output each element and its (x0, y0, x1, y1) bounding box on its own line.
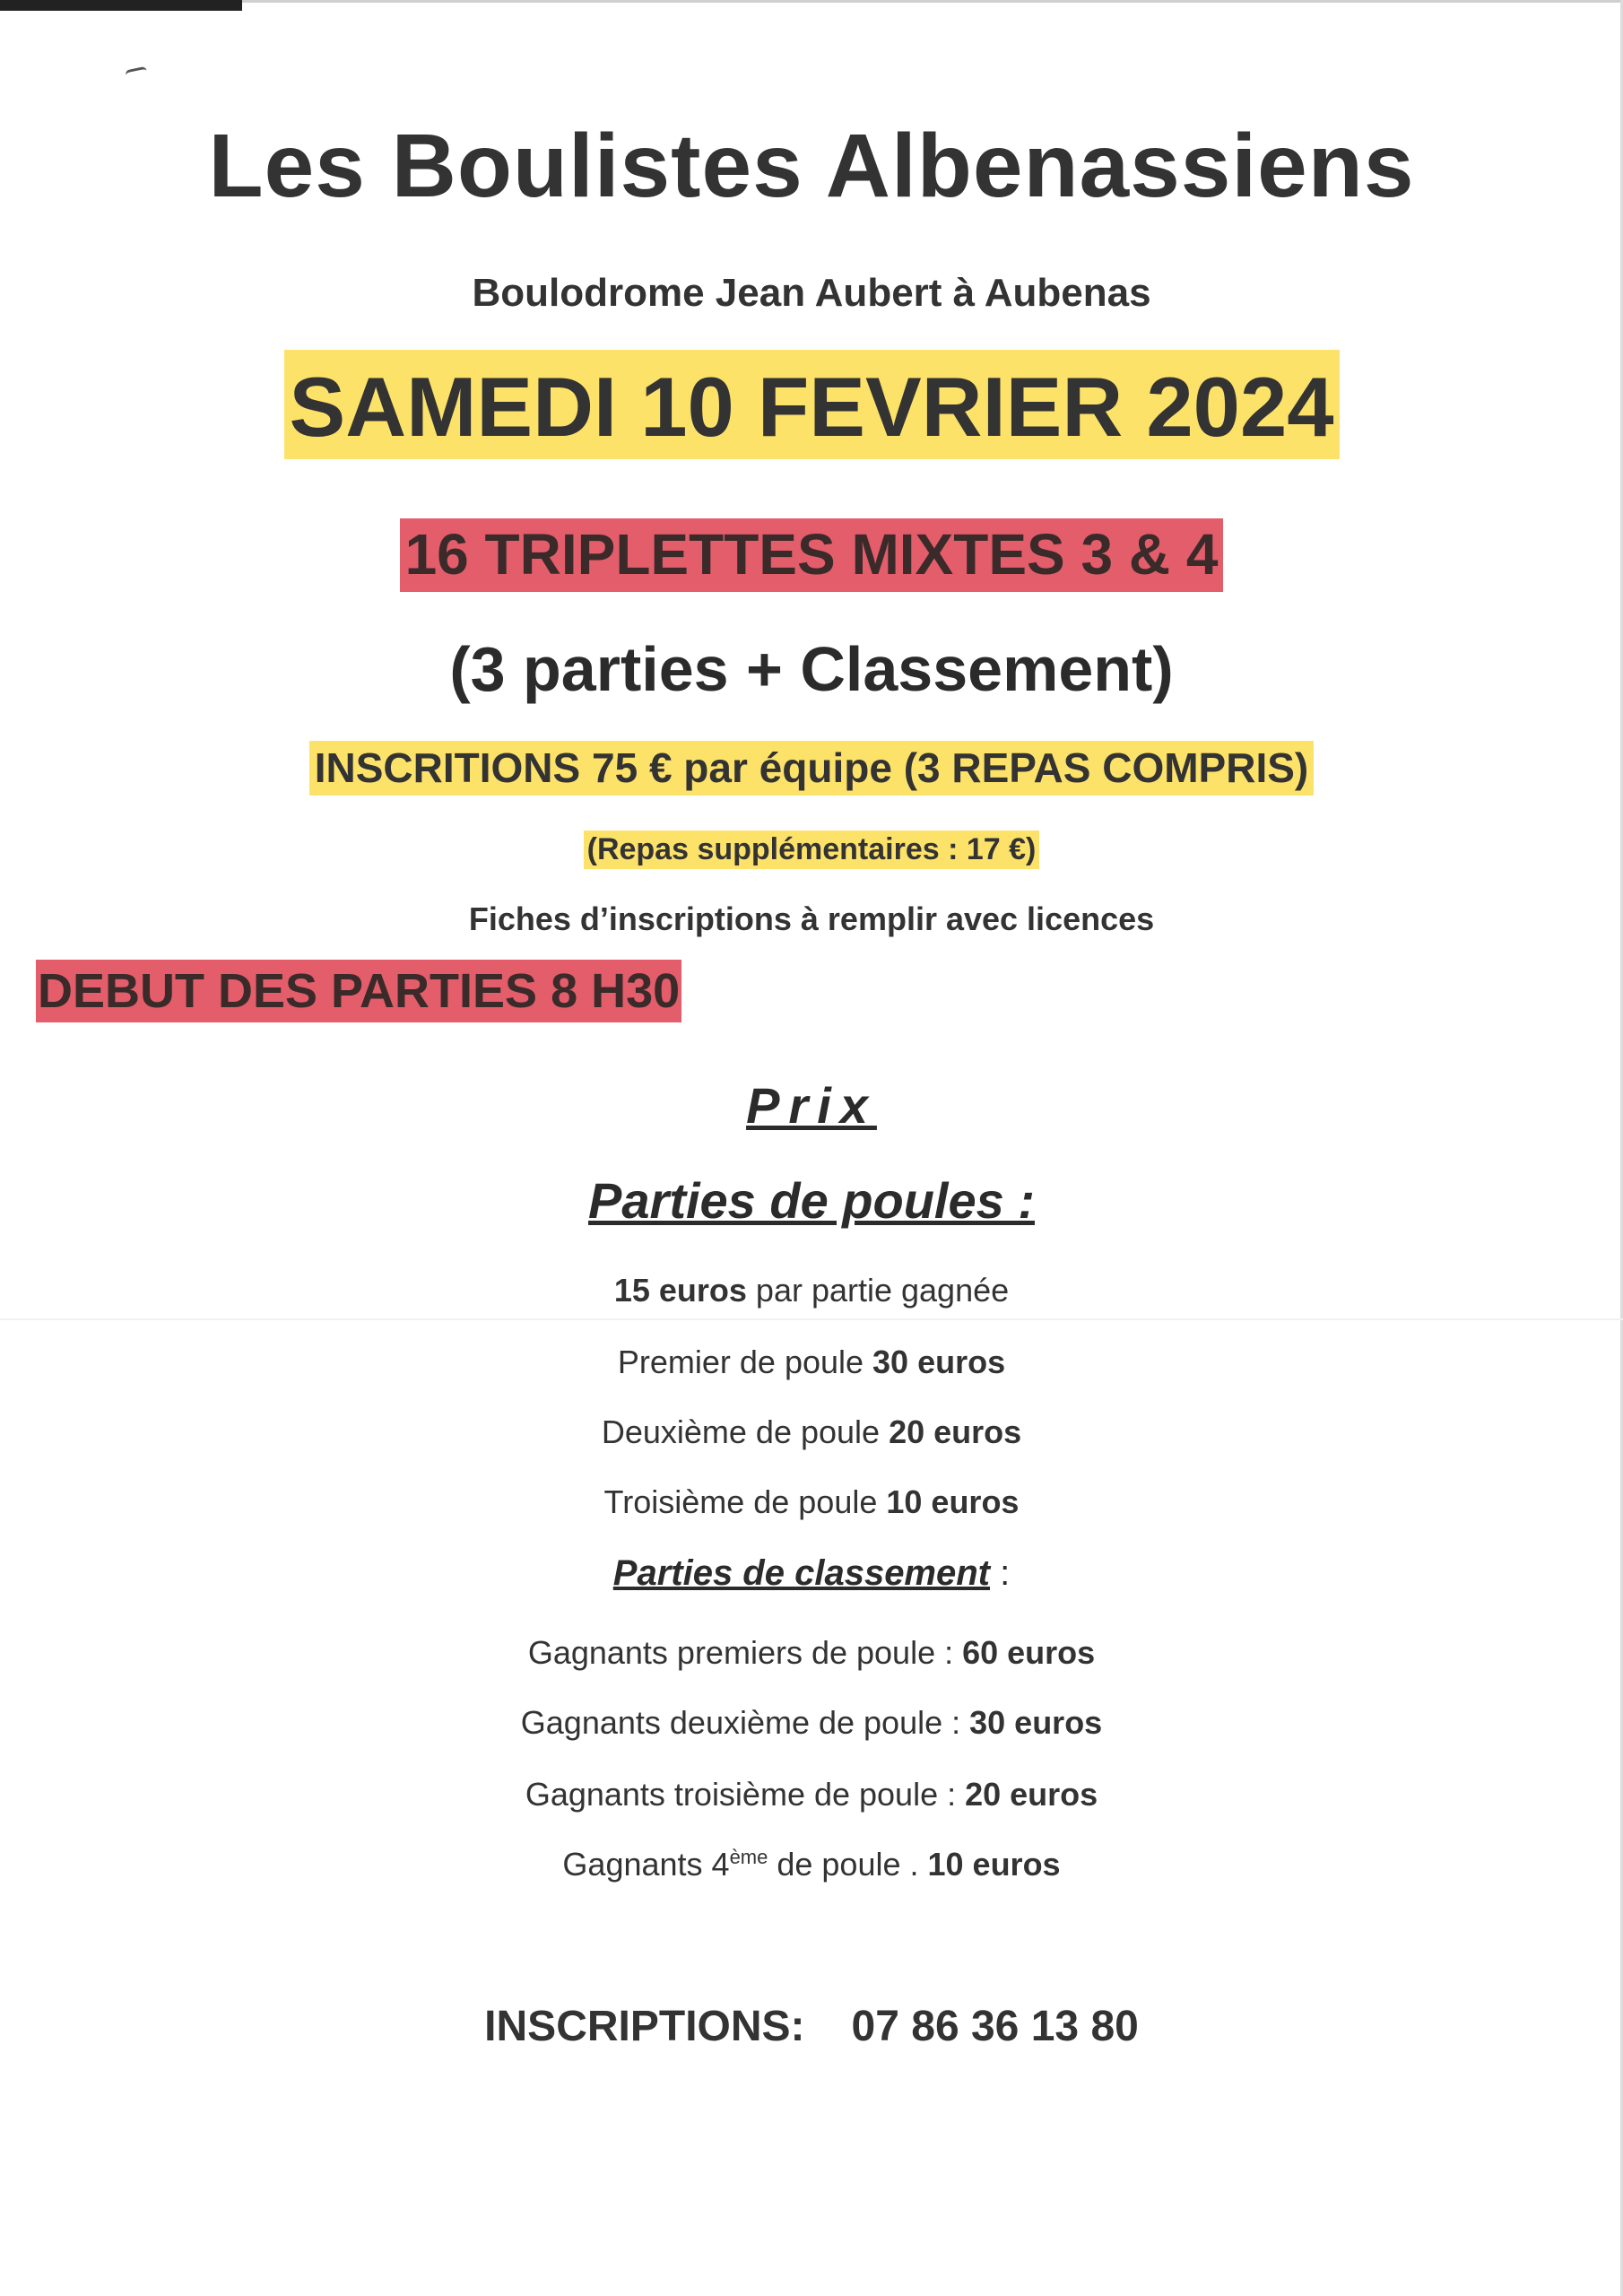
event-date: SAMEDI 10 FEVRIER 2024 (284, 350, 1340, 459)
ranking-heading-colon: : (990, 1553, 1011, 1593)
ranking-prize-item (0, 1846, 1623, 1883)
start-time-row (36, 960, 681, 1022)
ranking-prize-text: de poule . (768, 1846, 928, 1883)
venue: Boulodrome Jean Aubert à Aubenas (472, 271, 1151, 315)
ranking-prize-item (0, 1634, 1623, 1672)
ranking-prize-item (0, 1704, 1623, 1742)
ranking-prize-item (0, 1776, 1623, 1813)
ranking-prize-amount: 30 euros (969, 1704, 1103, 1741)
start-time: DEBUT DES PARTIES 8 H30 (36, 960, 681, 1022)
ranking-prize-amount: 60 euros (962, 1634, 1096, 1671)
contact-label: INSCRIPTIONS: (484, 2003, 805, 2050)
scan-edge-line (242, 0, 1623, 3)
extra-meals-row (0, 831, 1623, 869)
fold-line (0, 1318, 1623, 1320)
ranking-prize-text: Gagnants troisième de poule : (525, 1776, 966, 1813)
pool-prize-text: Troisième de poule (603, 1483, 887, 1520)
pool-prize-text: par partie gagnée (746, 1272, 1010, 1309)
pool-prize-text: Deuxième de poule (601, 1413, 890, 1450)
event-date-row (0, 350, 1623, 459)
pool-prize-item (0, 1344, 1623, 1381)
pool-prize-amount: 20 euros (889, 1413, 1022, 1450)
format-row (0, 518, 1623, 592)
contact-phone: 07 86 36 13 80 (851, 2003, 1139, 2050)
club-title: Les Boulistes Albenassiens (208, 116, 1415, 216)
ranking-prize-amount: 20 euros (965, 1776, 1098, 1813)
contact-row (0, 2002, 1623, 2051)
pool-games-heading: Parties de poules : (588, 1172, 1035, 1229)
ranking-prize-text: Gagnants deuxième de poule : (520, 1704, 970, 1741)
pool-prize-amount: 30 euros (872, 1344, 1006, 1380)
pool-prize-item (0, 1483, 1623, 1521)
ranking-prize-amount: 10 euros (927, 1846, 1061, 1883)
pool-prize-item (0, 1272, 1623, 1309)
prizes-heading: Prix (746, 1077, 877, 1134)
event-structure: (3 parties + Classement) (449, 634, 1174, 704)
extra-meals: (Repas supplémentaires : 17 €) (584, 831, 1040, 869)
ranking-prize-text: Gagnants premiers de poule : (527, 1634, 963, 1671)
ranking-games-heading (0, 1553, 1623, 1594)
registration-row (0, 741, 1623, 796)
ranking-heading-text: Parties de classement (612, 1553, 990, 1593)
event-format: 16 TRIPLETTES MIXTES 3 & 4 (400, 518, 1224, 592)
ordinal-suffix: ème (729, 1846, 768, 1868)
scan-edge-top (0, 0, 242, 11)
registration-fee: INSCRITIONS 75 € par équipe (3 REPAS COMPRIS) (309, 741, 1314, 796)
registration-forms-note: Fiches d’inscriptions à remplir avec licences (468, 900, 1155, 937)
pool-prize-amount: 15 euros (613, 1272, 747, 1309)
pool-prize-item (0, 1413, 1623, 1451)
pool-prize-amount: 10 euros (886, 1483, 1020, 1520)
ranking-prize-text: Gagnants 4 (562, 1846, 730, 1883)
pool-prize-text: Premier de poule (617, 1344, 873, 1380)
scan-mark (125, 66, 148, 81)
